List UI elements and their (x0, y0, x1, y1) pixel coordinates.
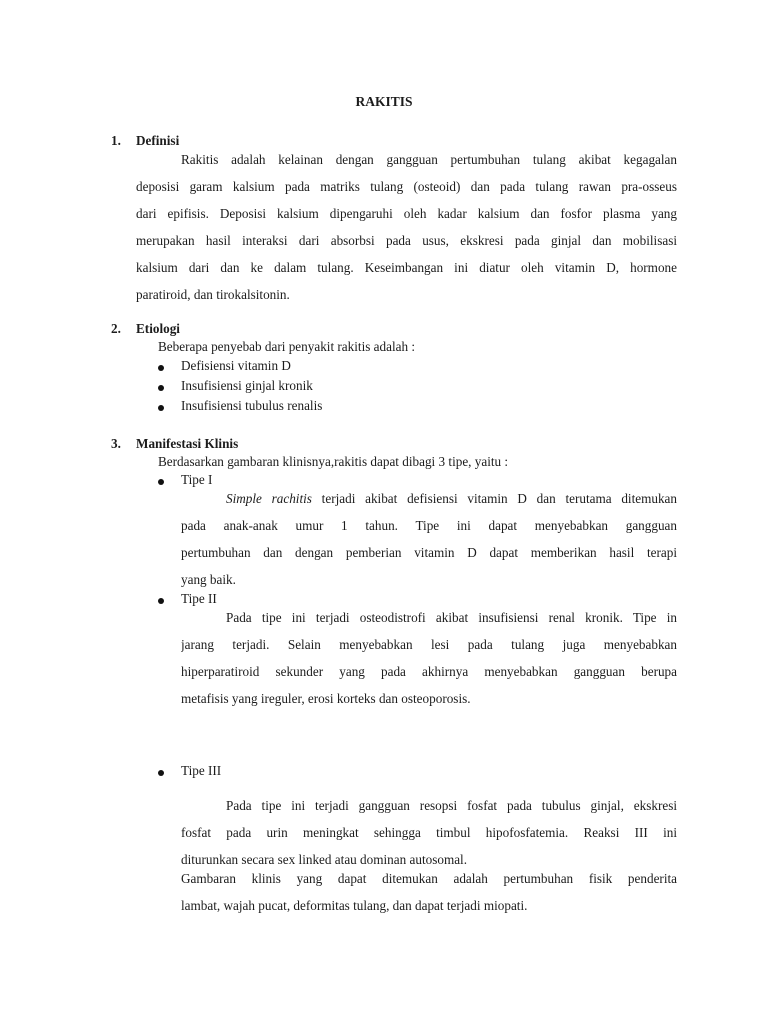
etiology-item: Insufisiensi ginjal kronik (181, 378, 313, 393)
definition-line: dari epifisis. Deposisi kalsium dipengaruhi oleh kadar kalsium dan fosfor plasma yang (136, 206, 677, 221)
type-1-line (226, 491, 677, 507)
type-3-extra-line: Gambaran klinis yang dapat ditemukan adalah pertumbuhan fisik penderita (181, 871, 677, 886)
definition-line: kalsium dari dan ke dalam tulang. Keseimbangan ini diatur oleh vitamin D, hormone (136, 260, 677, 275)
section-2-number: 2. (111, 321, 121, 336)
bullet-icon (158, 770, 164, 776)
definition-line: Rakitis adalah kelainan dengan gangguan pertumbuhan tulang akibat kegagalan (181, 152, 677, 167)
etiology-intro: Beberapa penyebab dari penyakit rakitis adalah : (158, 339, 416, 354)
section-3-number: 3. (111, 436, 121, 451)
document-title: RAKITIS (355, 94, 413, 109)
section-1-number: 1. (111, 133, 121, 148)
manifestation-intro: Berdasarkan gambaran klinisnya,rakitis dapat dibagi 3 tipe, yaitu : (158, 454, 509, 469)
type-3-line: diturunkan secara sex linked atau dominan autosomal. (181, 852, 468, 867)
type-1-label: Tipe I (181, 472, 213, 487)
type-1-italic-term: Simple rachitis (226, 491, 312, 506)
type-1-line: pada anak-anak umur 1 tahun. Tipe ini dapat menyebabkan gangguan (181, 518, 677, 533)
definition-line: paratiroid, dan tirokalsitonin. (136, 287, 290, 302)
section-1-heading: Definisi (136, 133, 180, 148)
type-1-first-line-rest: terjadi akibat defisiensi vitamin D dan terutama ditemukan (311, 491, 677, 506)
type-3-extra-line: lambat, wajah pucat, deformitas tulang, dan dapat terjadi miopati. (181, 898, 528, 913)
type-3-label: Tipe III (181, 763, 222, 778)
type-2-line: metafisis yang ireguler, erosi korteks dan osteoporosis. (181, 691, 471, 706)
type-2-line: jarang terjadi. Selain menyebabkan lesi pada tulang juga menyebabkan (181, 637, 677, 652)
bullet-icon (158, 598, 164, 604)
etiology-item: Defisiensi vitamin D (181, 358, 291, 373)
bullet-icon (158, 479, 164, 485)
type-2-line: hiperparatiroid sekunder yang pada akhirnya menyebabkan gangguan berupa (181, 664, 677, 679)
type-1-line: pertumbuhan dan dengan pemberian vitamin D dapat memberikan hasil terapi (181, 545, 677, 560)
type-2-line: Pada tipe ini terjadi osteodistrofi akibat insufisiensi renal kronik. Tipe in (226, 610, 677, 625)
definition-line: deposisi garam kalsium pada matriks tulang (osteoid) dan pada tulang rawan pra-osseus (136, 179, 677, 194)
bullet-icon (158, 405, 164, 411)
type-1-line: yang baik. (181, 572, 236, 587)
definition-line: merupakan hasil interaksi dari absorbsi pada usus, ekskresi pada ginjal dan mobilisasi (136, 233, 677, 248)
section-2-heading: Etiologi (136, 321, 180, 336)
type-3-line: fosfat pada urin meningkat sehingga timbul hipofosfatemia. Reaksi III ini (181, 825, 677, 840)
section-3-heading: Manifestasi Klinis (136, 436, 239, 451)
bullet-icon (158, 365, 164, 371)
type-2-label: Tipe II (181, 591, 217, 606)
type-3-line: Pada tipe ini terjadi gangguan resopsi fosfat pada tubulus ginjal, ekskresi (226, 798, 677, 813)
bullet-icon (158, 385, 164, 391)
etiology-item: Insufisiensi tubulus renalis (181, 398, 323, 413)
